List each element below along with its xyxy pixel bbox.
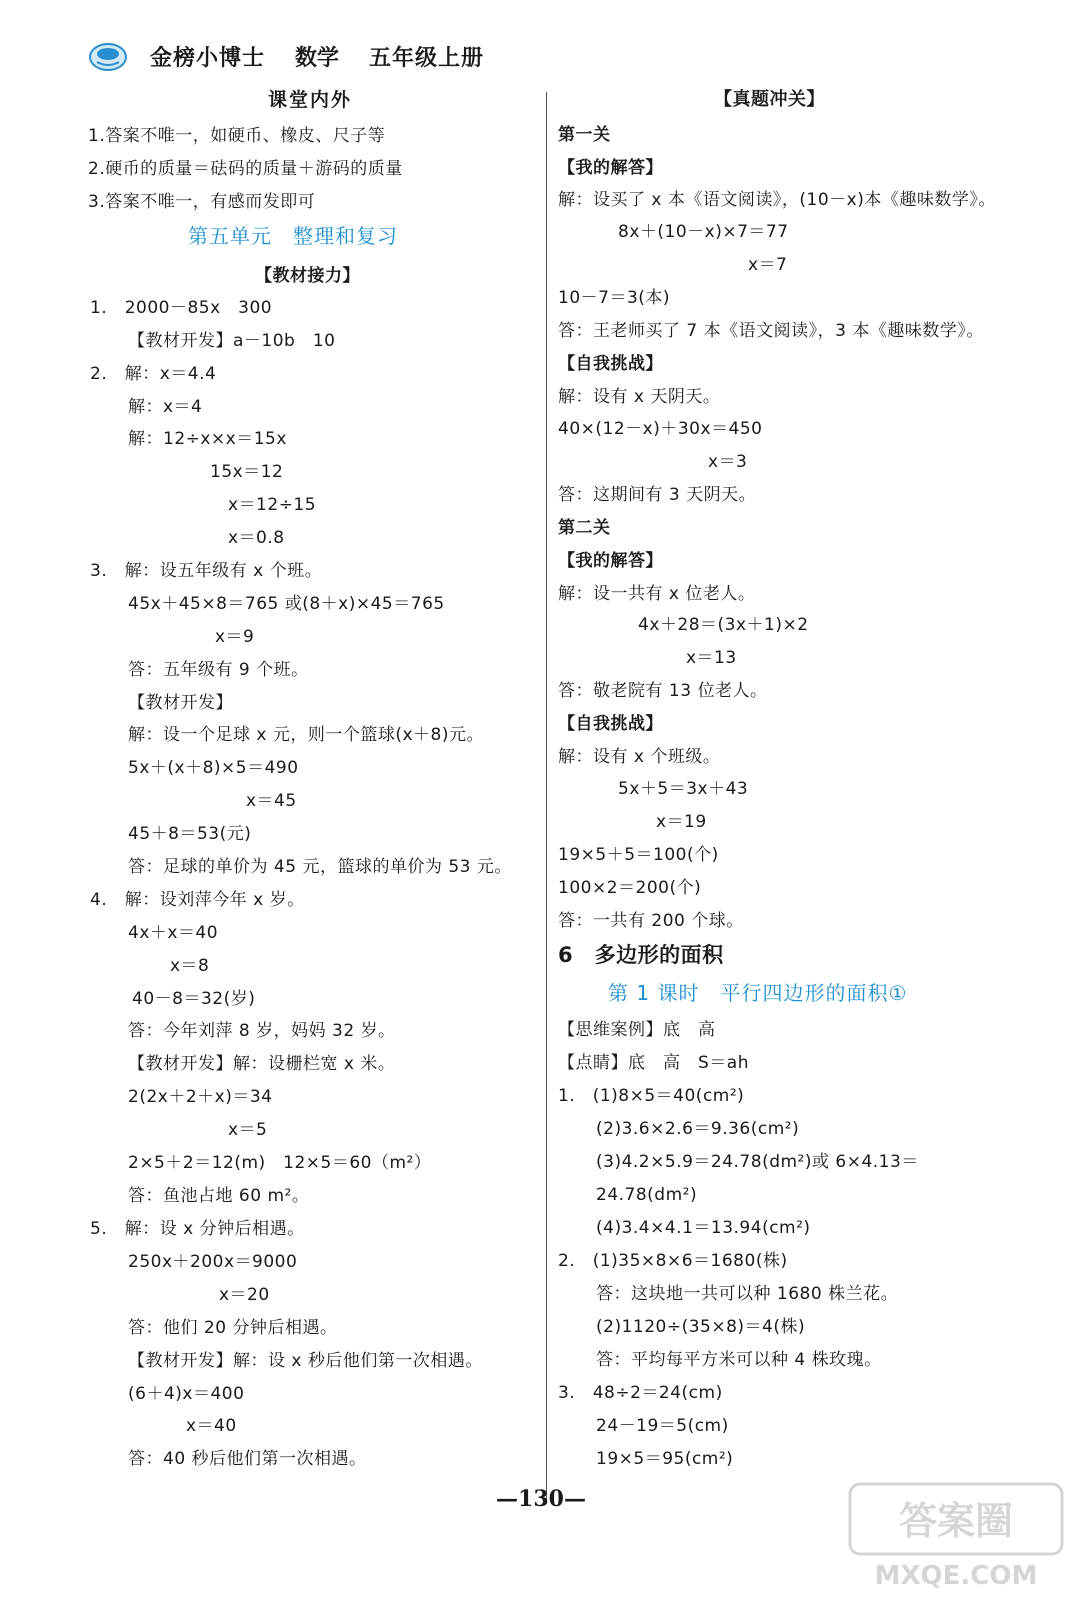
list-item: x＝7	[748, 255, 788, 275]
list-item: 【教材开发】解：设 x 秒后他们第一次相遇。	[128, 1351, 483, 1371]
list-item: x＝5	[228, 1120, 268, 1140]
list-item: 8x＋(10－x)×7＝77	[618, 222, 789, 242]
subject-title: 数学	[295, 45, 340, 71]
list-item: (3)4.2×5.9＝24.78(dm²)或 6×4.13＝	[596, 1152, 919, 1172]
list-item: (4)3.4×4.1＝13.94(cm²)	[596, 1218, 811, 1238]
list-item: 答：今年刘萍 8 岁，妈妈 32 岁。	[128, 1021, 396, 1041]
list-item: 【我的解答】	[558, 551, 663, 571]
list-item: (2)3.6×2.6＝9.36(cm²)	[596, 1119, 800, 1139]
list-item: 答：一共有 200 个球。	[558, 911, 744, 931]
list-item: 24－19＝5(cm)	[596, 1416, 729, 1436]
list-item: 45x＋45×8＝765 或(8＋x)×45＝765	[128, 594, 445, 614]
list-item: x＝9	[215, 627, 255, 647]
list-item: 5. 解：设 x 分钟后相遇。	[90, 1219, 305, 1239]
list-item: x＝45	[246, 791, 297, 811]
list-item: 答：五年级有 9 个班。	[128, 660, 309, 680]
list-item: 答：平均每平方米可以种 4 株玫瑰。	[596, 1350, 882, 1370]
list-item: 第二关	[558, 518, 611, 538]
list-item: 答：鱼池占地 60 m²。	[128, 1186, 310, 1206]
unit-title: 第五单元 整理和复习	[188, 224, 398, 248]
list-item: 答：40 秒后他们第一次相遇。	[128, 1449, 367, 1469]
list-item: 【教材开发】	[128, 693, 233, 713]
list-item: 3. 48÷2＝24(cm)	[558, 1383, 723, 1403]
list-item: 24.78(dm²)	[596, 1185, 698, 1205]
list-item: 19×5＝95(cm²)	[596, 1449, 734, 1469]
list-item: 15x＝12	[210, 462, 284, 482]
list-item: x＝0.8	[228, 528, 285, 548]
watermark-text: 答案圈	[898, 1499, 1014, 1543]
list-item: x＝3	[708, 452, 748, 472]
list-item: 45＋8＝53(元)	[128, 824, 252, 844]
list-item: 【教材开发】解：设栅栏宽 x 米。	[128, 1054, 396, 1074]
book-logo-icon	[88, 40, 128, 72]
list-item: 2. (1)35×8×6＝1680(株)	[558, 1251, 788, 1271]
list-item: 4. 解：设刘萍今年 x 岁。	[90, 890, 305, 910]
list-item: 解：设一个足球 x 元，则一个篮球(x＋8)元。	[128, 725, 485, 745]
watermark-url: MXQE.COM	[874, 1561, 1038, 1591]
book-title: 金榜小博士	[150, 45, 266, 71]
list-item: 5x＋(x＋8)×5＝490	[128, 758, 299, 778]
list-item: 解：12÷x×x＝15x	[128, 429, 287, 449]
list-item: x＝12÷15	[228, 495, 317, 515]
list-item: (6＋4)x＝400	[128, 1384, 245, 1404]
list-item: 10－7＝3(本)	[558, 288, 671, 308]
list-item: 第一关	[558, 125, 611, 145]
column-divider	[546, 92, 547, 1502]
list-item: 解：设有 x 个班级。	[558, 747, 721, 767]
list-item: 4x＋x＝40	[128, 923, 219, 943]
list-item: x＝19	[656, 812, 707, 832]
list-item: x＝13	[686, 648, 737, 668]
grade-title: 五年级上册	[369, 45, 485, 71]
list-item: 1. (1)8×5＝40(cm²)	[558, 1086, 745, 1106]
lesson-title: 第 1 课时 平行四边形的面积①	[608, 981, 908, 1005]
list-item: 2(2x＋2＋x)＝34	[128, 1087, 273, 1107]
list-item: (2)1120÷(35×8)＝4(株)	[596, 1317, 806, 1337]
list-item: 【自我挑战】	[558, 354, 663, 374]
list-item: x＝20	[219, 1285, 270, 1305]
list-item: 40－8＝32(岁)	[132, 989, 256, 1009]
list-item: 3. 解：设五年级有 x 个班。	[90, 561, 323, 581]
list-item: 解：设买了 x 本《语文阅读》，(10－x)本《趣味数学》。	[558, 190, 996, 210]
list-item: x＝8	[170, 956, 210, 976]
page-header	[88, 36, 484, 76]
jiaocai-title: 【教材接力】	[255, 266, 360, 286]
chapter-title: 6 多边形的面积	[558, 943, 724, 967]
list-item: 250x＋200x＝9000	[128, 1252, 298, 1272]
list-item: 答：足球的单价为 45 元，篮球的单价为 53 元。	[128, 857, 512, 877]
list-item: 答：这期间有 3 天阴天。	[558, 485, 757, 505]
watermark-logo-icon	[846, 1480, 1066, 1592]
list-item: 1.答案不唯一，如硬币、橡皮、尺子等	[88, 126, 386, 146]
page-number: —130—	[496, 1486, 586, 1512]
list-item: 40×(12－x)＋30x＝450	[558, 419, 763, 439]
zhenti-title: 【真题冲关】	[714, 89, 825, 110]
list-item: 2×5＋2＝12(m) 12×5＝60（m²）	[128, 1153, 432, 1173]
list-item: 答：这块地一共可以种 1680 株兰花。	[596, 1284, 899, 1304]
list-item: 5x＋5＝3x＋43	[618, 779, 749, 799]
list-item: 【我的解答】	[558, 158, 663, 178]
list-item: 解：设有 x 天阴天。	[558, 387, 721, 407]
list-item: 【教材开发】a－10b 10	[128, 331, 336, 351]
list-item: 4x＋28＝(3x＋1)×2	[638, 615, 809, 635]
list-item: 19×5＋5＝100(个)	[558, 845, 719, 865]
list-item: 【点睛】底 高 S＝ah	[558, 1053, 749, 1073]
list-item: 【自我挑战】	[558, 714, 663, 734]
list-item: 答：敬老院有 13 位老人。	[558, 681, 768, 701]
list-item: 100×2＝200(个)	[558, 878, 702, 898]
list-item: 答：王老师买了 7 本《语文阅读》，3 本《趣味数学》。	[558, 321, 984, 341]
list-item: 【思维案例】底 高	[558, 1020, 716, 1040]
list-item: x＝40	[186, 1416, 237, 1436]
list-item: 答：他们 20 分钟后相遇。	[128, 1318, 338, 1338]
list-item: 2.硬币的质量＝砝码的质量＋游码的质量	[88, 159, 403, 179]
list-item: 2. 解：x＝4.4	[90, 364, 217, 384]
list-item: 解：x＝4	[128, 397, 203, 417]
list-item: 3.答案不唯一，有感而发即可	[88, 192, 316, 212]
classroom-title: 课堂内外	[267, 89, 352, 111]
list-item: 解：设一共有 x 位老人。	[558, 584, 756, 604]
list-item: 1. 2000－85x 300	[90, 298, 273, 318]
